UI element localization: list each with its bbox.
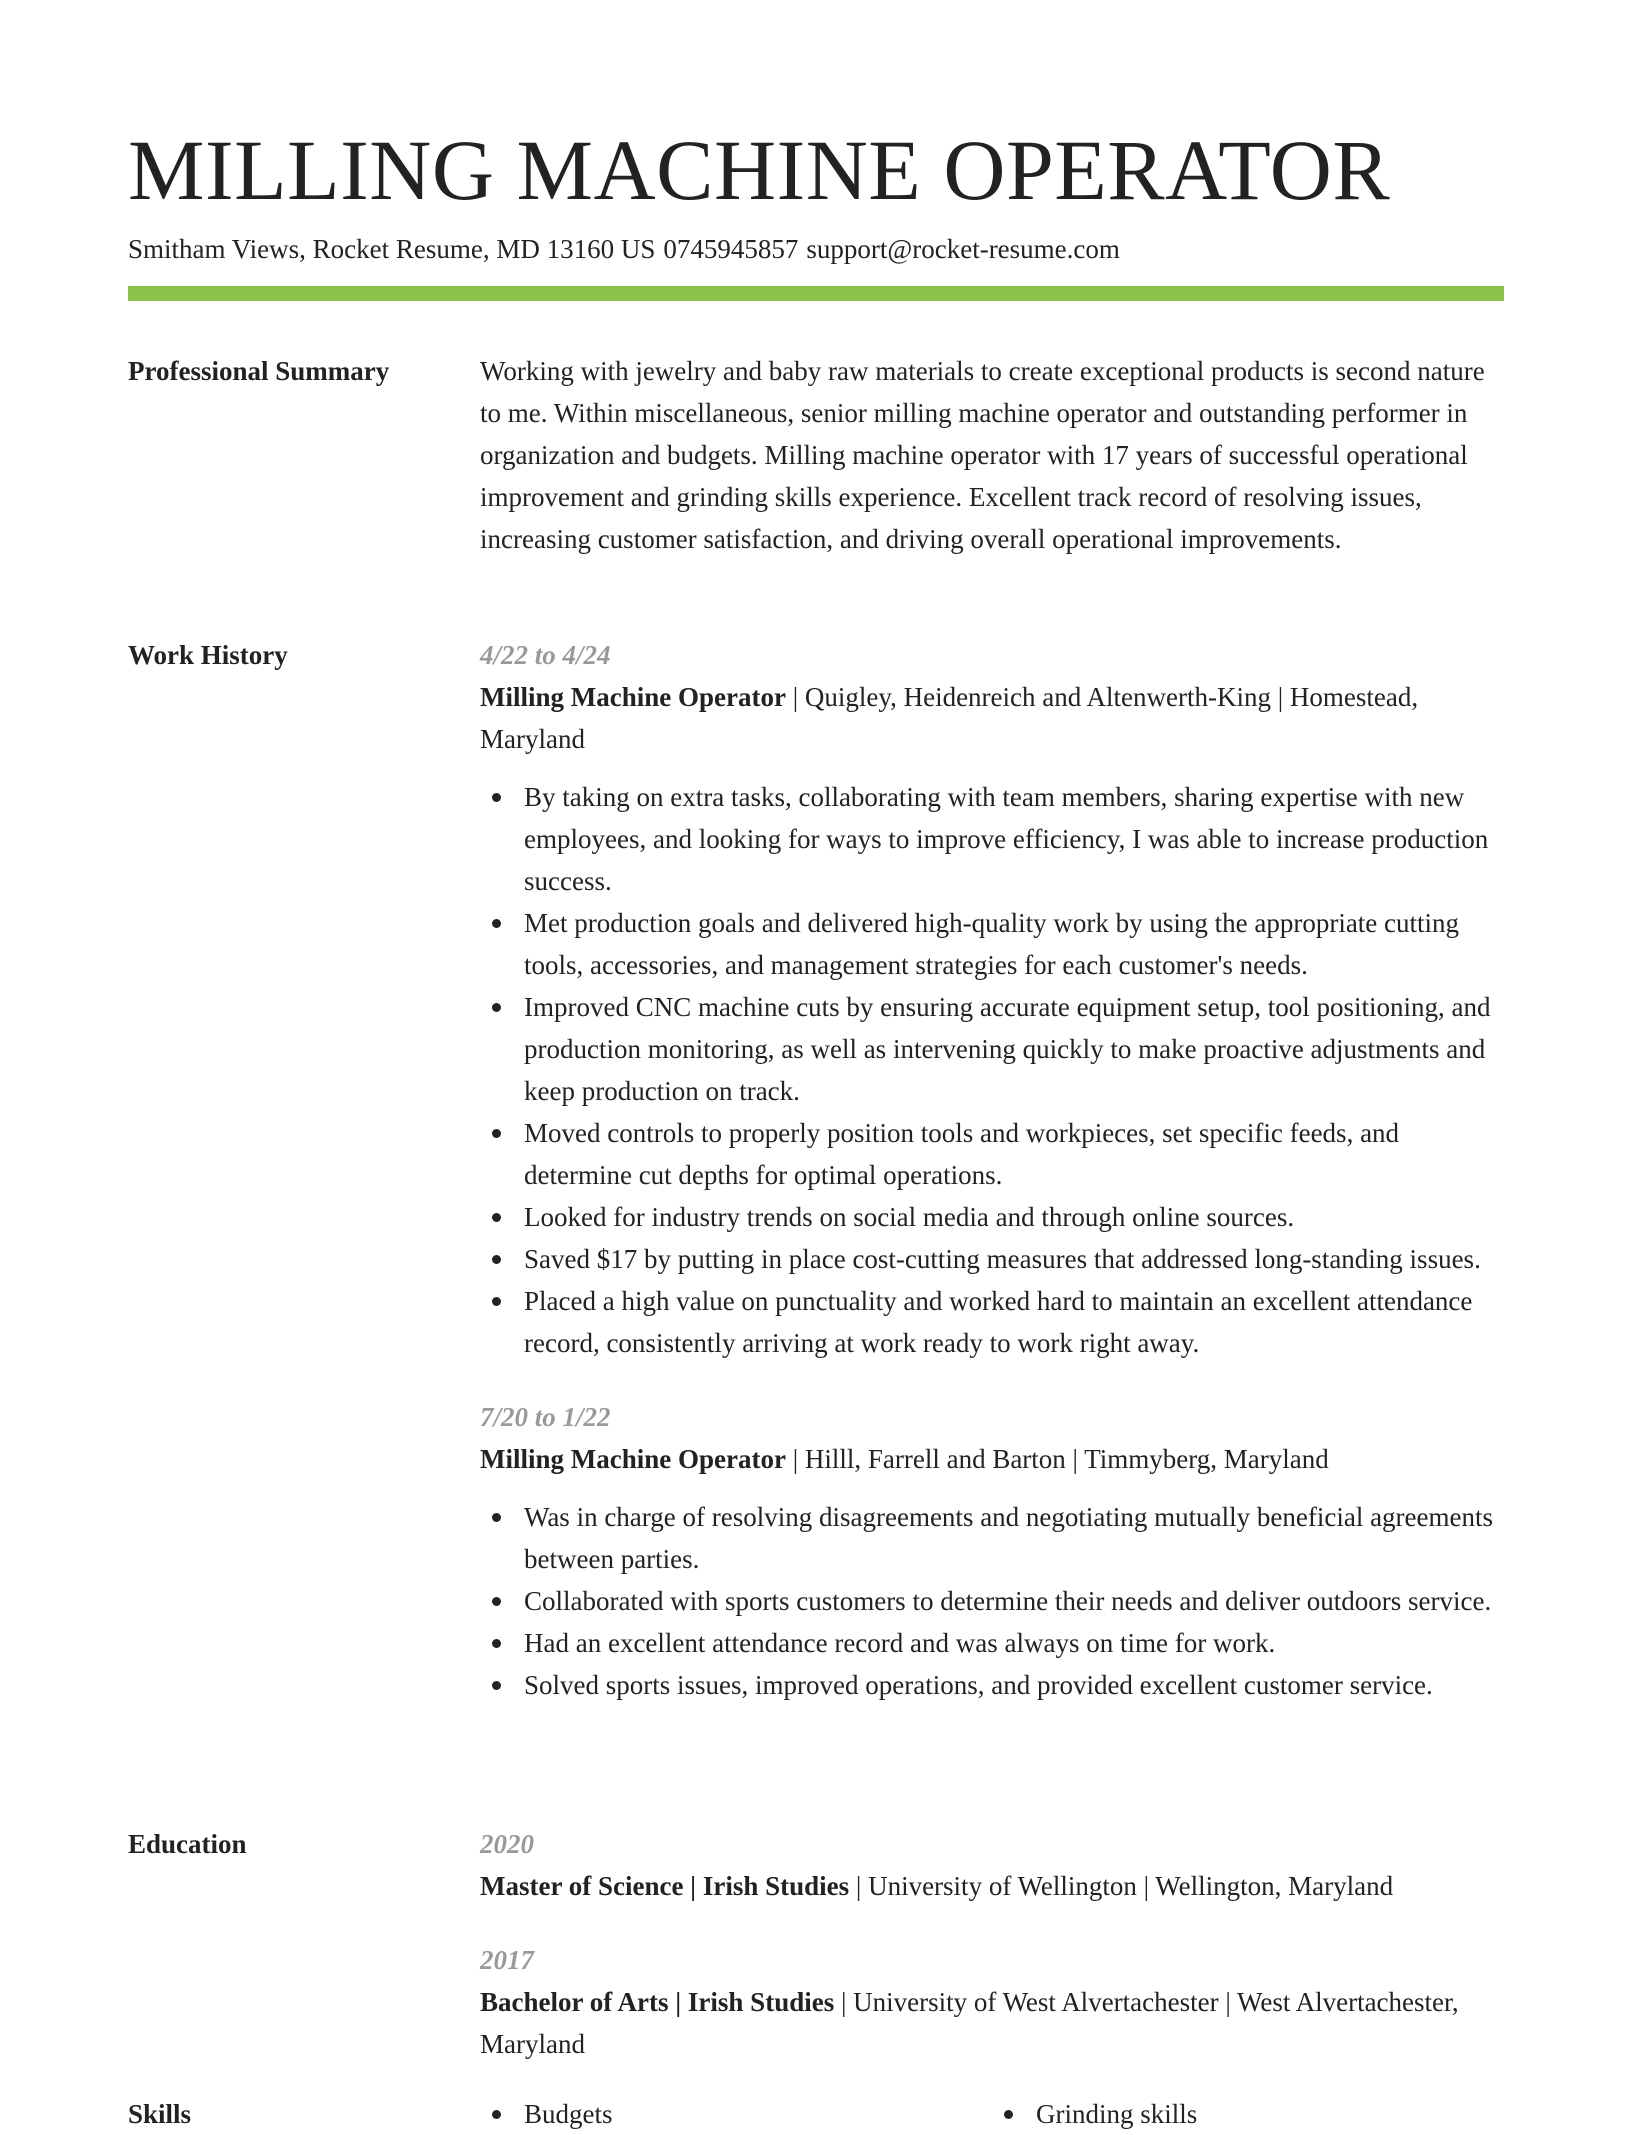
job-bullet (480, 776, 1504, 902)
job-dates: 7/20 to 1/22 (480, 1402, 611, 1432)
contact-phone: 0745945857 (663, 234, 799, 264)
job-bullet-text: Solved sports issues, improved operations, and provided excellent customer service. (524, 1670, 1433, 1700)
job-bullet-text: Placed a high value on punctuality and worked hard to maintain an excellent attendance record, consistently arriving at work ready to work right away. (524, 1286, 1473, 1358)
education-heading (480, 1981, 1504, 2065)
job-bullet (480, 1580, 1504, 1622)
job-details: | Quigley, Heidenreich and Altenwerth-King | Homestead, Maryland (480, 682, 1419, 754)
skill-text: Budgets (524, 2099, 613, 2129)
job-bullet (480, 1622, 1504, 1664)
skills-list (480, 2093, 1504, 2135)
bullet-icon (492, 919, 501, 928)
section-title-skills: Skills (128, 2099, 192, 2129)
education-year: 2020 (480, 1829, 534, 1859)
job-bullet (480, 902, 1504, 986)
contact-email: support@rocket-resume.com (806, 234, 1120, 264)
job-bullets (480, 1496, 1504, 1706)
job-bullets (480, 776, 1504, 1364)
job-bullet (480, 1238, 1504, 1280)
accent-divider (128, 286, 1504, 301)
bullet-icon (492, 1597, 501, 1606)
resume-name: MILLING MACHINE OPERATOR (128, 122, 1391, 218)
job-bullet (480, 1664, 1504, 1706)
job-heading (480, 1438, 1504, 1480)
education-body (480, 1823, 1504, 2065)
job-bullet (480, 1112, 1504, 1196)
skill-text: Grinding skills (1036, 2099, 1198, 2129)
education-details: | University of West Alvertachester | West Alvertachester, Maryland (480, 1987, 1459, 2059)
education-degree: Bachelor of Arts | Irish Studies (480, 1987, 835, 2017)
job-bullet-text: By taking on extra tasks, collaborating with team members, sharing expertise with new employees, and looking for ways to improve efficiency, I was able to increase production success. (524, 782, 1489, 896)
job-bullet (480, 1196, 1504, 1238)
job-bullet-text: Improved CNC machine cuts by ensuring accurate equipment setup, tool positioning, and production monitoring, as well as intervening quickly to make proactive adjustments and keep production on track. (524, 992, 1491, 1106)
education-details: | University of Wellington | Wellington, Maryland (849, 1871, 1394, 1901)
job-entry (480, 634, 1504, 1364)
section-title-work-history: Work History (128, 640, 288, 670)
skill-item (480, 2093, 992, 2135)
job-bullet (480, 1496, 1504, 1580)
job-bullet (480, 1280, 1504, 1364)
bullet-icon (492, 1681, 501, 1690)
section-title-education: Education (128, 1829, 247, 1859)
job-bullet-text: Saved $17 by putting in place cost-cutting measures that addressed long-standing issues. (524, 1244, 1481, 1274)
contact-line (128, 232, 1120, 266)
summary-text: Working with jewelry and baby raw materials to create exceptional products is second nature to me. Within miscellaneous, senior milling machine operator and outstanding performer in organization and budgets. Milling machine operator with 17 years of successful operational improvement and grinding skills experience. Excellent track record of resolving issues, increasing customer satisfaction, and driving overall operational improvements. (480, 356, 1485, 554)
education-year: 2017 (480, 1945, 534, 1975)
bullet-icon (492, 1513, 501, 1522)
bullet-icon (492, 1255, 501, 1264)
job-bullet-text: Met production goals and delivered high-quality work by using the appropriate cutting tools, accessories, and management strategies for each customer's needs. (524, 908, 1460, 980)
bullet-icon (492, 2110, 501, 2119)
bullet-icon (492, 1297, 501, 1306)
education-entry (480, 1939, 1504, 2065)
job-bullet-text: Was in charge of resolving disagreements and negotiating mutually beneficial agreements between parties. (524, 1502, 1494, 1574)
job-bullet-text: Collaborated with sports customers to determine their needs and deliver outdoors service. (524, 1586, 1492, 1616)
job-heading (480, 676, 1504, 760)
section-title-summary: Professional Summary (128, 356, 390, 386)
skill-item (992, 2093, 1504, 2135)
bullet-icon (492, 1129, 501, 1138)
work-history-body (480, 634, 1504, 1706)
bullet-icon (492, 793, 501, 802)
bullet-icon (492, 1639, 501, 1648)
job-bullet-text: Looked for industry trends on social media and through online sources. (524, 1202, 1295, 1232)
contact-address: Smitham Views, Rocket Resume, MD 13160 US (128, 234, 656, 264)
bullet-icon (492, 1213, 501, 1222)
bullet-icon (1004, 2110, 1013, 2119)
job-entry (480, 1396, 1504, 1706)
job-bullet-text: Had an excellent attendance record and was always on time for work. (524, 1628, 1276, 1658)
job-details: | Hilll, Farrell and Barton | Timmyberg, Maryland (785, 1444, 1329, 1474)
job-bullet (480, 986, 1504, 1112)
job-title: Milling Machine Operator (480, 1444, 786, 1474)
education-degree: Master of Science | Irish Studies (480, 1871, 850, 1901)
job-title: Milling Machine Operator (480, 682, 786, 712)
bullet-icon (492, 1003, 501, 1012)
job-dates: 4/22 to 4/24 (480, 640, 611, 670)
education-heading (480, 1865, 1504, 1907)
job-bullet-text: Moved controls to properly position tools and workpieces, set specific feeds, and determine cut depths for optimal operations. (524, 1118, 1400, 1190)
education-entry (480, 1823, 1504, 1907)
